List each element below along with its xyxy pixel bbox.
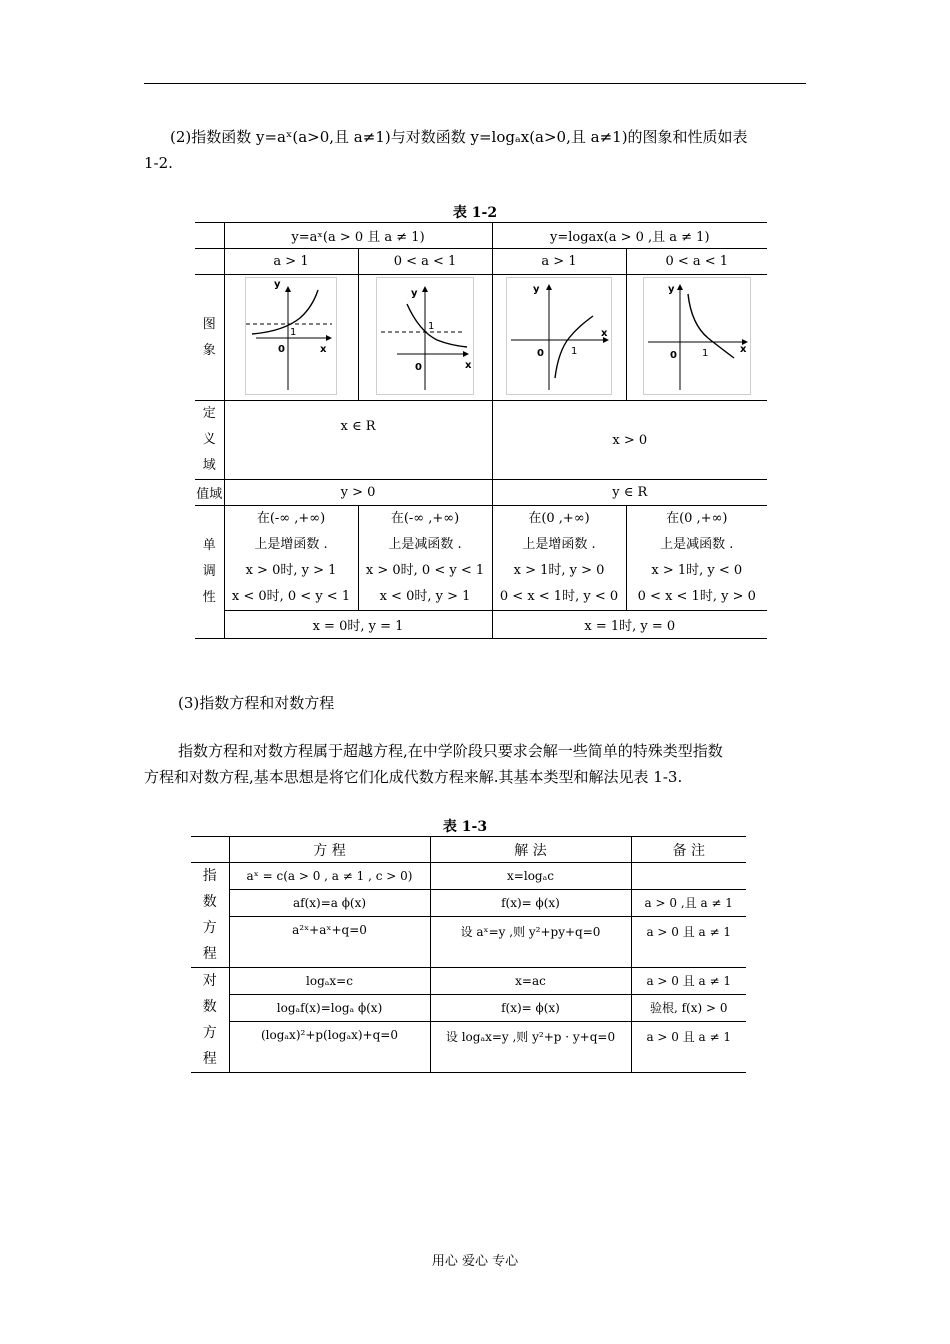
mono-exp-decreasing: 在(-∞ ,+∞) 上是减函数 . x > 0时, 0 < y < 1 x < 0时, y > 1 xyxy=(358,506,492,611)
svg-text:x: x xyxy=(739,344,747,355)
graph-cell-log-decreasing xyxy=(626,275,767,401)
svg-text:y: y xyxy=(411,288,418,299)
graph-exp-decreasing xyxy=(376,277,474,395)
mono-log-decreasing: 在(0 ,+∞) 上是减函数 . x > 1时, y < 0 0 < x < 1时, y > 0 xyxy=(626,506,767,611)
intro-paragraph-line1: (2)指数函数 y=aˣ(a>0,且 a≠1)与对数函数 y=logₐx(a>0,且 a≠1)的图象和性质如表 xyxy=(170,128,748,146)
case-log-a-gt-1: a > 1 xyxy=(492,249,626,275)
header-rule xyxy=(144,83,806,84)
graph-log-increasing xyxy=(506,277,612,395)
graph-cell-exp-decreasing xyxy=(358,275,492,401)
header-remark: 备 注 xyxy=(631,837,746,863)
intro-paragraph-line2: 1-2. xyxy=(144,154,173,172)
exp-eq-3: a²ˣ+aˣ+q=0 xyxy=(229,916,430,968)
domain-log: x > 0 xyxy=(492,401,767,480)
exp-sol-3: 设 aˣ=y ,则 y²+py+q=0 xyxy=(430,916,631,968)
fixed-point-exp: x = 0时, y = 1 xyxy=(224,611,492,639)
range-exp: y > 0 xyxy=(224,480,492,506)
log-sol-2: f(x)= ϕ(x) xyxy=(430,994,631,1021)
header-log-function: y=logax(a > 0 ,且 a ≠ 1) xyxy=(492,223,767,249)
exp-eq-1: aˣ = c(a > 0 , a ≠ 1 , c > 0) xyxy=(229,863,430,890)
exp-eq-2: af(x)=a ϕ(x) xyxy=(229,889,430,916)
svg-text:0: 0 xyxy=(537,348,544,359)
section3-paragraph-line1: 指数方程和对数方程属于超越方程,在中学阶段只要求会解一些简单的特殊类型指数 xyxy=(178,742,723,760)
graph-cell-log-increasing xyxy=(492,275,626,401)
header-exp-function: y=aˣ(a > 0 且 a ≠ 1) xyxy=(224,223,492,249)
log-note-2: 验根, f(x) > 0 xyxy=(631,994,746,1021)
header-equation: 方 程 xyxy=(229,837,430,863)
section3-title: (3)指数方程和对数方程 xyxy=(178,694,335,712)
header-solution: 解 法 xyxy=(430,837,631,863)
row-label-graph: 图 象 xyxy=(195,275,224,401)
domain-exp: x ∈ R xyxy=(224,401,492,480)
label-logarithmic-equation: 对 数 方 程 xyxy=(191,968,229,1073)
log-eq-1: logₐx=c xyxy=(229,968,430,995)
table-1-3 xyxy=(191,836,746,1073)
case-exp-a-lt-1: 0 < a < 1 xyxy=(358,249,492,275)
svg-text:1: 1 xyxy=(428,321,435,332)
range-log: y ∈ R xyxy=(492,480,767,506)
row-label-domain: 定 义 域 xyxy=(195,401,224,480)
svg-text:1: 1 xyxy=(701,348,709,359)
mono-exp-increasing: 在(-∞ ,+∞) 上是增函数 . x > 0时, y > 1 x < 0时, 0 < y < 1 xyxy=(224,506,358,611)
table13-caption: 表 1-3 xyxy=(442,819,488,835)
label-exponential-equation: 指 数 方 程 xyxy=(191,863,229,968)
svg-text:y: y xyxy=(274,279,281,290)
row-label-range: 值域 xyxy=(195,480,224,506)
table-1-2 xyxy=(195,222,767,639)
svg-text:x: x xyxy=(465,360,472,371)
exp-note-1 xyxy=(631,863,746,890)
svg-text:1: 1 xyxy=(571,346,578,357)
log-note-3: a > 0 且 a ≠ 1 xyxy=(631,1021,746,1073)
exp-note-3: a > 0 且 a ≠ 1 xyxy=(631,916,746,968)
log-sol-3: 设 logₐx=y ,则 y²+p · y+q=0 xyxy=(430,1021,631,1073)
svg-text:y: y xyxy=(533,284,540,295)
exp-sol-2: f(x)= ϕ(x) xyxy=(430,889,631,916)
exp-note-2: a > 0 ,且 a ≠ 1 xyxy=(631,889,746,916)
section3-paragraph-line2: 方程和对数方程,基本思想是将它们化成代数方程来解.其基本类型和解法见表 1-3. xyxy=(144,768,683,786)
page-footer: 用心 爱心 专心 xyxy=(431,1254,519,1269)
log-eq-2: logₐf(x)=logₐ ϕ(x) xyxy=(229,994,430,1021)
svg-text:0: 0 xyxy=(278,344,285,355)
graph-log-decreasing xyxy=(643,277,751,395)
svg-text:0: 0 xyxy=(415,362,422,373)
mono-log-increasing: 在(0 ,+∞) 上是增函数 . x > 1时, y > 0 0 < x < 1时, y < 0 xyxy=(492,506,626,611)
case-exp-a-gt-1: a > 1 xyxy=(224,249,358,275)
svg-text:x: x xyxy=(320,344,327,355)
svg-text:y: y xyxy=(667,284,675,295)
fixed-point-log: x = 1时, y = 0 xyxy=(492,611,767,639)
log-sol-1: x=ac xyxy=(430,968,631,995)
table12-caption: 表 1-2 xyxy=(452,205,498,221)
svg-text:0: 0 xyxy=(669,350,677,361)
row-label-monotonicity: 单 调 性 xyxy=(195,506,224,639)
log-note-1: a > 0 且 a ≠ 1 xyxy=(631,968,746,995)
svg-text:1: 1 xyxy=(290,327,297,338)
log-eq-3: (logₐx)²+p(logₐx)+q=0 xyxy=(229,1021,430,1073)
case-log-a-lt-1: 0 < a < 1 xyxy=(626,249,767,275)
graph-exp-increasing xyxy=(245,277,337,395)
svg-text:x: x xyxy=(601,328,608,339)
exp-sol-1: x=logₐc xyxy=(430,863,631,890)
graph-cell-exp-increasing xyxy=(224,275,358,401)
